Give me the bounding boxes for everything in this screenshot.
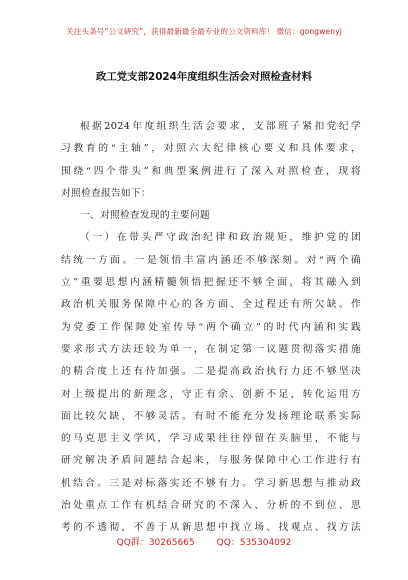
body-line: 为党委工作保障处室传导“两个确立”的时代内涵和实践 — [61, 321, 361, 333]
body-line: 要求形式方法还较为单一，在制定第一议题贯彻落实措施 — [61, 343, 361, 355]
section-heading: 一、对照检查发现的主要问题 — [80, 210, 210, 222]
page-footer — [0, 535, 408, 548]
body-line: 面比较欠缺、不够灵活。有时不能充分发扬理论联系实际 — [61, 410, 361, 422]
body-line: 的马克思主义学风，学习成果往往停留在头脑里，不能与 — [61, 433, 361, 445]
body-line: 政治机关服务保障中心的各方面、全过程还有所欠缺。作 — [61, 299, 361, 311]
qq-contact-number: QQ：535304092 — [216, 538, 292, 548]
body-line: （一）在带头严守政治纪律和政治规矩，维护党的团 — [80, 232, 361, 244]
body-line: 考的不透彻，不善于从新思想中找立场、找观点、找方法 — [61, 522, 361, 534]
body-line: 习教育的“主轴”，对照六大纪律核心要义和具体要求， — [61, 143, 361, 155]
body-line: 根据2024年度组织生活会要求，支部班子紧扣党纪学 — [80, 121, 361, 132]
document-body — [61, 116, 361, 540]
body-line: 对上级提出的新理念，守正有余、创新不足，转化运用方 — [61, 388, 361, 400]
promo-banner: 关注头条号“公文研究”，获得最新最全最专业的公文资料库！ 微信：gongwenyj — [66, 27, 342, 36]
body-line: 结统一方面。一是领悟丰富内涵还不够深刻。对“两个确 — [61, 254, 361, 266]
body-line: 治处重点工作有机结合研究的不深入、分析的不到位、思 — [61, 500, 361, 512]
body-line: 对照检查报告如下： — [61, 187, 151, 199]
body-line: 立”重要思想内涵精髓领悟把握还不够全面，将其融入到 — [61, 277, 361, 289]
body-line: 研究解决矛盾问题结合起来，与服务保障中心工作进行有 — [61, 455, 361, 467]
document-title: 政工党支部2024年度组织生活会对照检查材料 — [96, 71, 312, 83]
qq-group-number: QQ群：30265665 — [116, 538, 195, 548]
body-line: 的精合度上还有待加强。二是提高政治执行力还不够坚决 — [61, 366, 361, 378]
body-line: 机结合。三是对标落实还不够有力。学习新思想与推动政 — [61, 477, 361, 489]
body-line: 围绕“四个带头”和典型案例进行了深入对照检查，现将 — [61, 165, 361, 177]
